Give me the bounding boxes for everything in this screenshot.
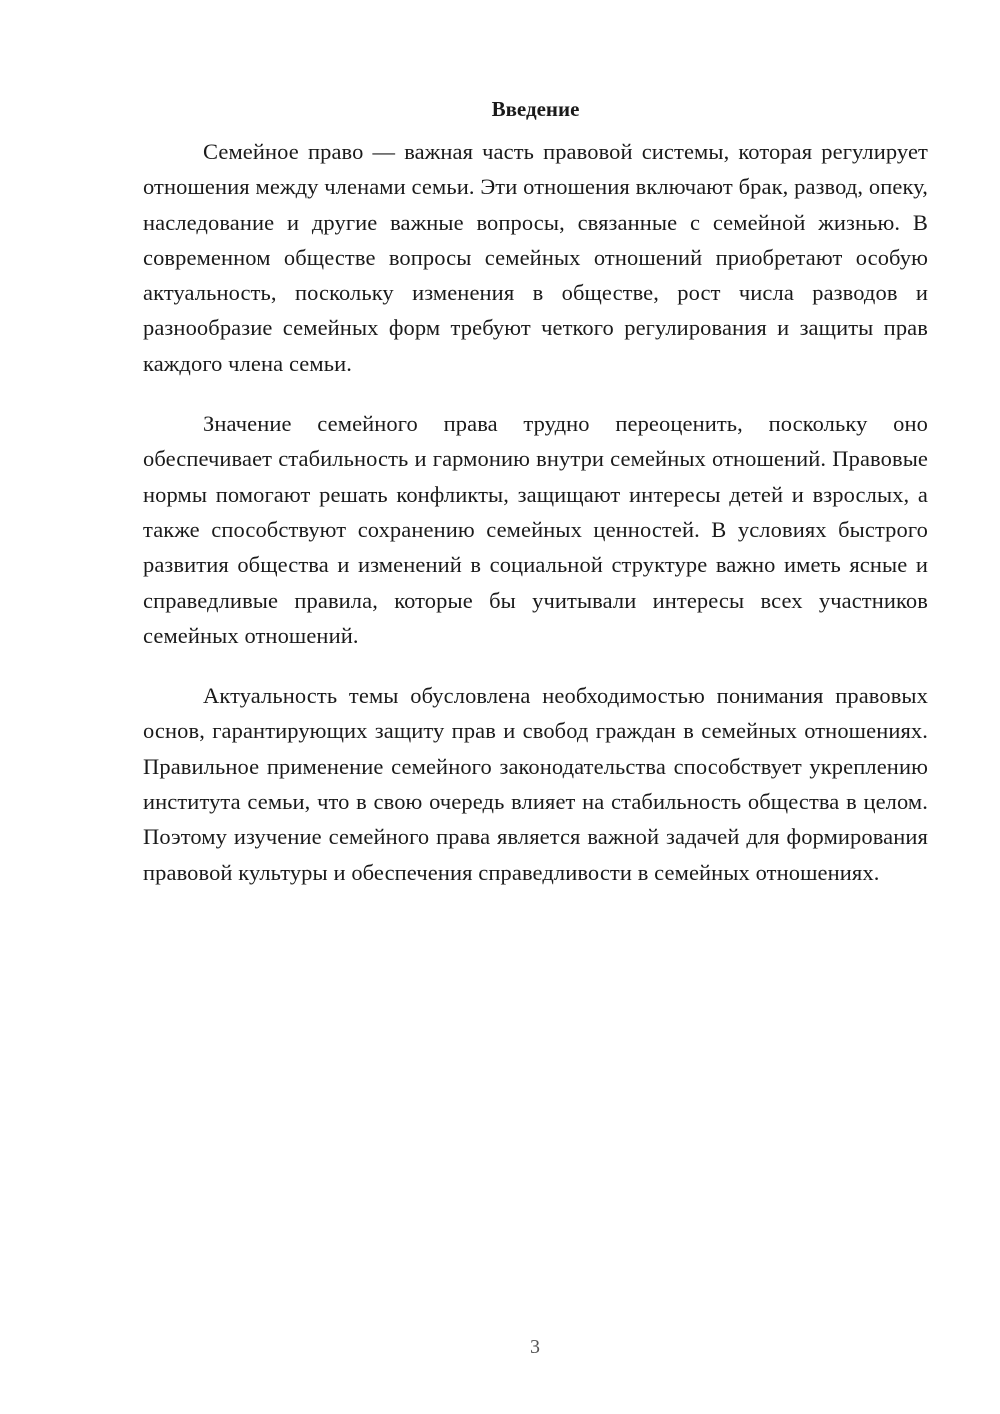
paragraph-2: Значение семейного права трудно переоценить, поскольку оно обеспечивает стабильность и гармонию внутри семейных отношений. Правовые нормы помогают решать конфликты, защищают интересы детей и взрослых, а также способствуют сохранению семейных ценностей. В условиях быстрого развития общества и изменений в социальной структуре важно иметь ясные и справедливые правила, которые бы учитывали интересы всех участников семейных отношений. — [143, 411, 928, 648]
page-number: 3 — [530, 1336, 540, 1358]
paragraph-1: Семейное право — важная часть правовой системы, которая регулирует отношения между членами семьи. Эти отношения включают брак, развод, опеку, наследование и другие важные вопросы, связанные с семейной жизнью. В современном обществе вопросы семейных отношений приобретают особую актуальность, поскольку изменения в обществе, рост числа разводов и разнообразие семейных форм требуют четкого регулирования и защиты прав каждого члена семьи. — [143, 139, 928, 376]
section-heading: Введение — [491, 97, 580, 121]
paragraph-3: Актуальность темы обусловлена необходимостью понимания правовых основ, гарантирующих защиту прав и свобод граждан в семейных отношениях. Правильное применение семейного законодательства способствует укреплению института семьи, что в свою очередь влияет на стабильность общества в целом. Поэтому изучение семейного права является важной задачей для формирования правовой культуры и обеспечения справедливости в семейных отношениях. — [143, 683, 928, 885]
page-content — [143, 94, 928, 890]
